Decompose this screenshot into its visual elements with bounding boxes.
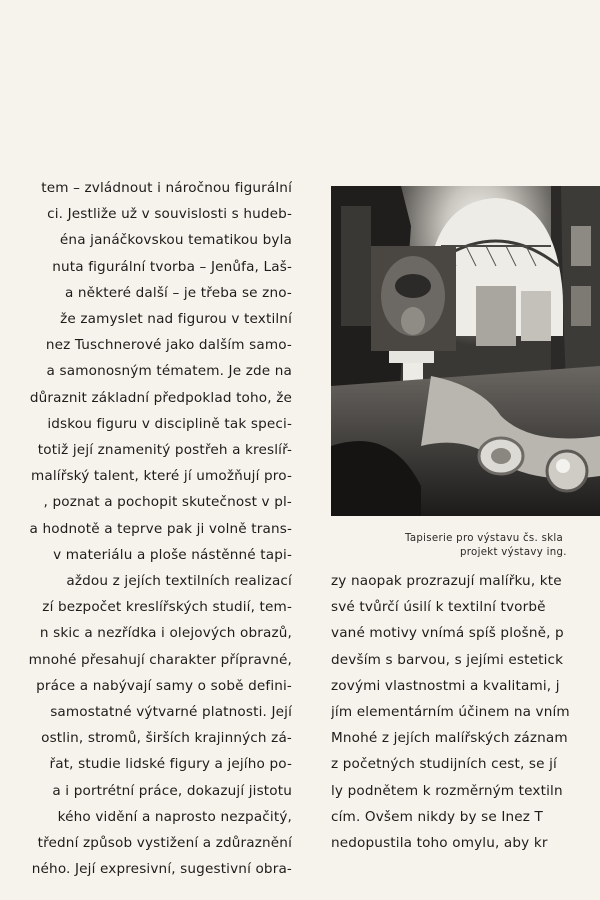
text-line: ly podnětem k rozměrným textiln	[331, 782, 563, 799]
text-line: totiž její znamenitý postřeh a kreslíř-	[37, 442, 292, 458]
text-line: ného. Její expresivní, sugestivní obra-	[31, 861, 292, 877]
text-line: důraznit základní předpoklad toho, že	[29, 389, 292, 406]
text-line: nuta figurální tvorba – Jenůfa, Laš-	[52, 258, 292, 275]
text-line: , poznat a pochopit skutečnost v pl-	[43, 494, 292, 511]
text-line: kého vidění a naprosto nezpačitý,	[57, 808, 292, 825]
text-line: éna janáčkovskou tematikou byla	[59, 232, 292, 249]
text-line: idskou figuru v disciplině tak speci-	[47, 415, 292, 432]
text-line: a některé další – je třeba se zno-	[64, 284, 292, 301]
text-line: své tvůrčí úsilí k textilní tvorbě	[331, 599, 546, 616]
text-line: nedopustila toho omylu, aby kr	[331, 835, 548, 851]
left-text-column	[0, 177, 292, 877]
text-line: a i portrétní práce, dokazují jistotu	[52, 782, 292, 799]
text-line: mnohé přesahují charakter přípravné,	[28, 651, 292, 668]
text-line: cím. Ovšem nikdy by se Inez T	[331, 808, 544, 825]
right-text-column	[331, 570, 600, 880]
text-line: jím elementárním účinem na vním	[331, 704, 570, 720]
text-line: aždou z jejích textilních realizací	[66, 573, 292, 589]
exhibition-photo	[331, 186, 600, 516]
text-line: ostlin, stromů, širších krajinných zá-	[41, 730, 292, 747]
text-line: devším s barvou, s jejími estetick	[331, 651, 564, 668]
text-line: řat, studie lidské figury a jejího po-	[49, 756, 292, 773]
text-line: a hodnotě a teprve pak ji volně trans-	[29, 520, 292, 537]
text-line: zy naopak prozrazují malířku, kte	[331, 573, 562, 589]
text-line: třední způsob vystižení a zdůraznění	[37, 835, 292, 851]
text-line: nez Tuschnerové jako dalším samo-	[45, 337, 292, 354]
text-line: zí bezpočet kreslířských studií, tem-	[42, 599, 292, 616]
text-line: zovými vlastnostmi a kvalitami, j	[331, 677, 560, 694]
text-line: tem – zvládnout i náročnou figurální	[41, 180, 292, 196]
text-line: z početných studijních cest, se jí	[331, 756, 557, 773]
photo-caption-line-2: projekt výstavy ing.	[460, 547, 567, 558]
text-line: práce a nabývají samy o sobě defini-	[36, 677, 292, 694]
text-line: samostatné výtvarné platnosti. Její	[50, 704, 292, 720]
text-line: a samonosným tématem. Je zde na	[46, 363, 292, 380]
text-line: vané motivy vnímá spíš plošně, p	[331, 625, 564, 642]
text-line: ci. Jestliže už v souvislosti s hudeb-	[47, 206, 292, 223]
text-line: malířský talent, které jí umožňují pro-	[30, 468, 292, 485]
text-line: že zamyslet nad figurou v textilní	[60, 311, 292, 327]
photo-caption-line-1: Tapiserie pro výstavu čs. skla	[405, 533, 564, 544]
text-line: v materiálu a ploše nástěnné tapi-	[53, 546, 292, 563]
text-line: Mnohé z jejích malířských záznam	[331, 730, 568, 747]
text-line: n skic a nezřídka i olejových obrazů,	[39, 625, 292, 642]
